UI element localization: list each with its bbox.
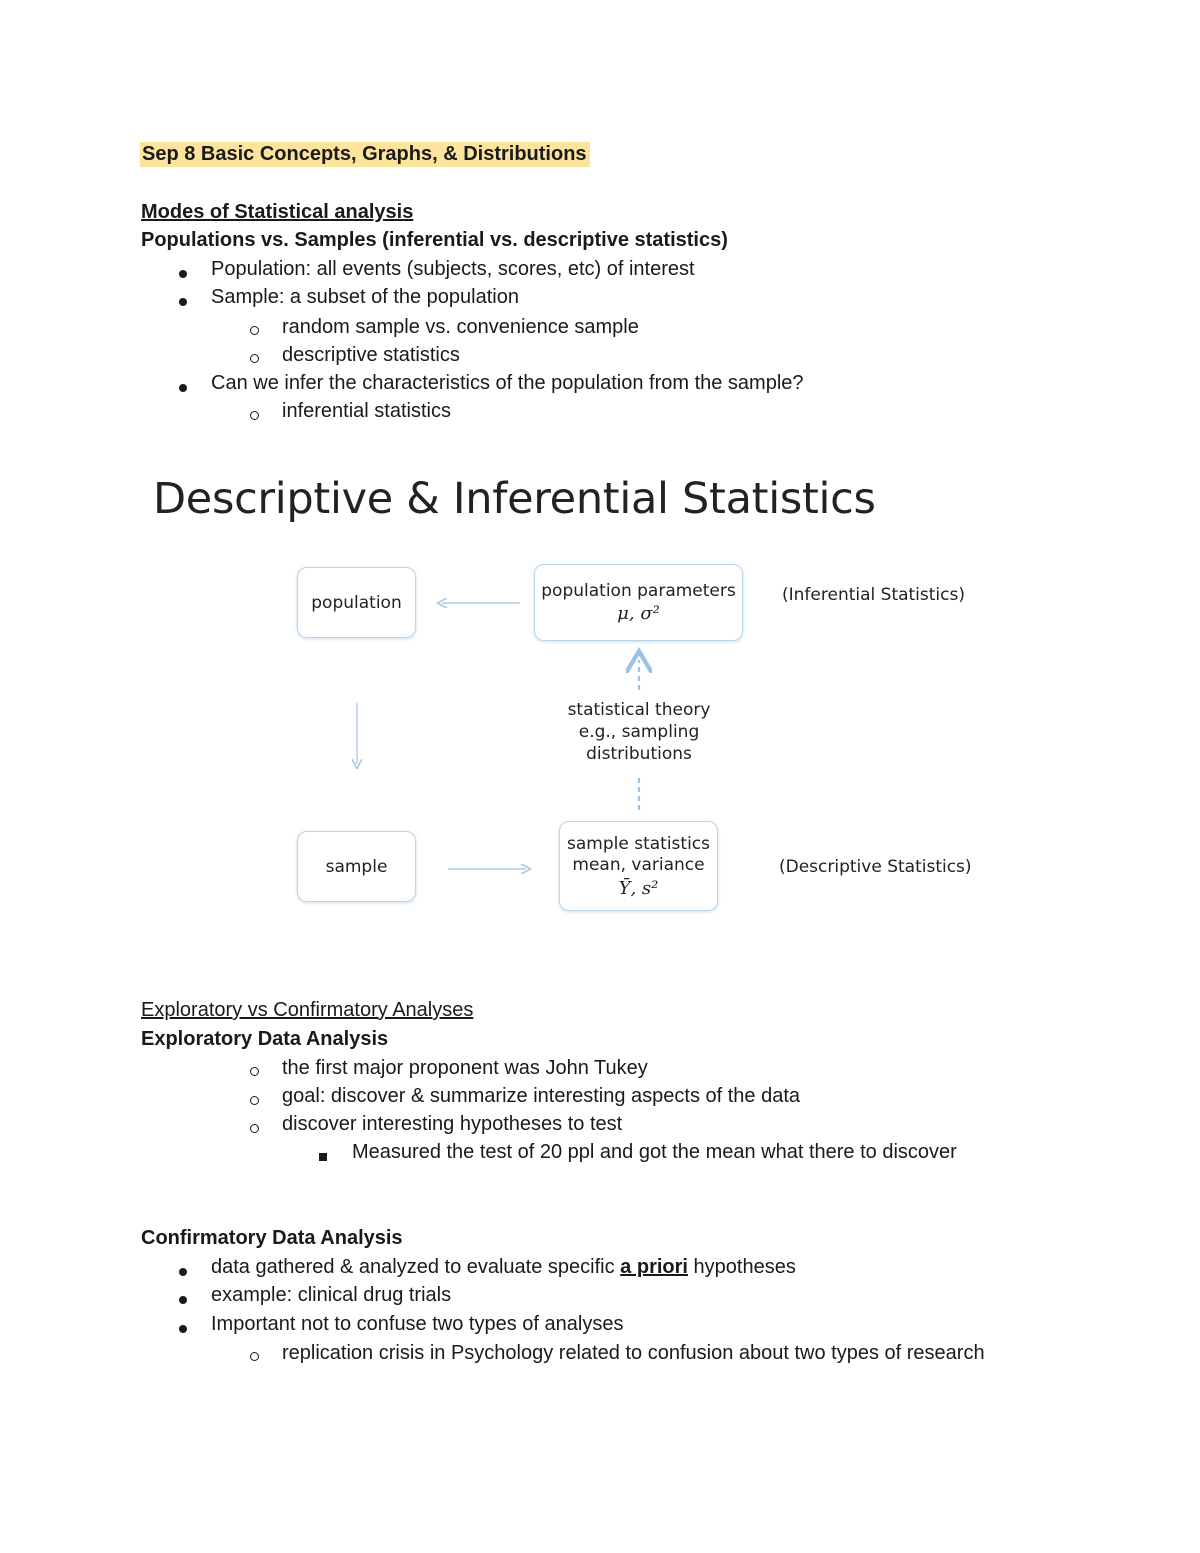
descriptive-statistics-label: (Descriptive Statistics)	[779, 857, 972, 877]
bullet-circle-icon	[250, 1092, 259, 1110]
subheading-exploratory: Exploratory Data Analysis	[141, 1028, 389, 1050]
sample-statistics-box	[559, 821, 718, 911]
statistical-theory-label	[556, 699, 722, 765]
list-item: discover interesting hypotheses to test	[282, 1113, 623, 1135]
list-item: Population: all events (subjects, scores, etc) of interest	[211, 258, 695, 280]
bullet-circle-icon	[250, 1348, 259, 1366]
bullet-disc-icon	[179, 1291, 187, 1309]
a-priori-emphasis: a priori	[620, 1256, 688, 1278]
population-parameters-math: μ, σ²	[617, 603, 660, 624]
bullet-circle-icon	[250, 1063, 259, 1081]
population-box	[297, 567, 416, 638]
theory-line: statistical theory	[567, 700, 711, 720]
theory-line: e.g., sampling	[578, 722, 700, 742]
list-item: Can we infer the characteristics of the population from the sample?	[211, 372, 804, 394]
sample-label: sample	[325, 856, 388, 877]
subheading-confirmatory: Confirmatory Data Analysis	[141, 1227, 403, 1249]
figure-title: Descriptive & Inferential Statistics	[153, 474, 876, 524]
section-heading-modes: Modes of Statistical analysis	[141, 201, 414, 223]
list-item	[211, 1254, 796, 1280]
bullet-disc-icon	[179, 1263, 187, 1281]
bullet-square-icon	[319, 1148, 327, 1166]
bullet-circle-icon	[250, 1120, 259, 1138]
sample-statistics-math: Ȳ, s²	[618, 877, 659, 899]
list-item: descriptive statistics	[282, 344, 460, 366]
list-item: Important not to confuse two types of analyses	[211, 1313, 624, 1335]
list-item: inferential statistics	[282, 400, 451, 422]
list-item-text: hypotheses	[693, 1256, 796, 1278]
population-parameters-box	[534, 564, 743, 641]
title-highlight: Sep 8 Basic Concepts, Graphs, & Distributions	[140, 142, 590, 167]
list-item: example: clinical drug trials	[211, 1284, 452, 1306]
sample-statistics-label: sample statistics	[567, 833, 710, 854]
theory-line: distributions	[586, 744, 692, 764]
list-item: the first major proponent was John Tukey	[282, 1057, 648, 1079]
list-item: replication crisis in Psychology related to confusion about two types of research	[282, 1342, 985, 1364]
subheading-populations-vs-samples: Populations vs. Samples (inferential vs. descriptive statistics)	[141, 229, 728, 251]
population-label: population	[311, 592, 402, 613]
list-item: Sample: a subset of the population	[211, 286, 519, 308]
bullet-disc-icon	[179, 1320, 187, 1338]
sample-statistics-sublabel: mean, variance	[572, 854, 705, 875]
list-item: random sample vs. convenience sample	[282, 316, 639, 338]
list-item: Measured the test of 20 ppl and got the mean what there to discover	[352, 1141, 957, 1163]
list-item: goal: discover & summarize interesting aspects of the data	[282, 1085, 801, 1107]
list-item-text: data gathered & analyzed to evaluate specific	[211, 1256, 615, 1278]
population-parameters-label: population parameters	[541, 581, 736, 601]
section-heading-exploratory-vs-confirmatory: Exploratory vs Confirmatory Analyses	[141, 999, 474, 1021]
sample-box	[297, 831, 416, 902]
inferential-statistics-label: (Inferential Statistics)	[782, 585, 965, 605]
